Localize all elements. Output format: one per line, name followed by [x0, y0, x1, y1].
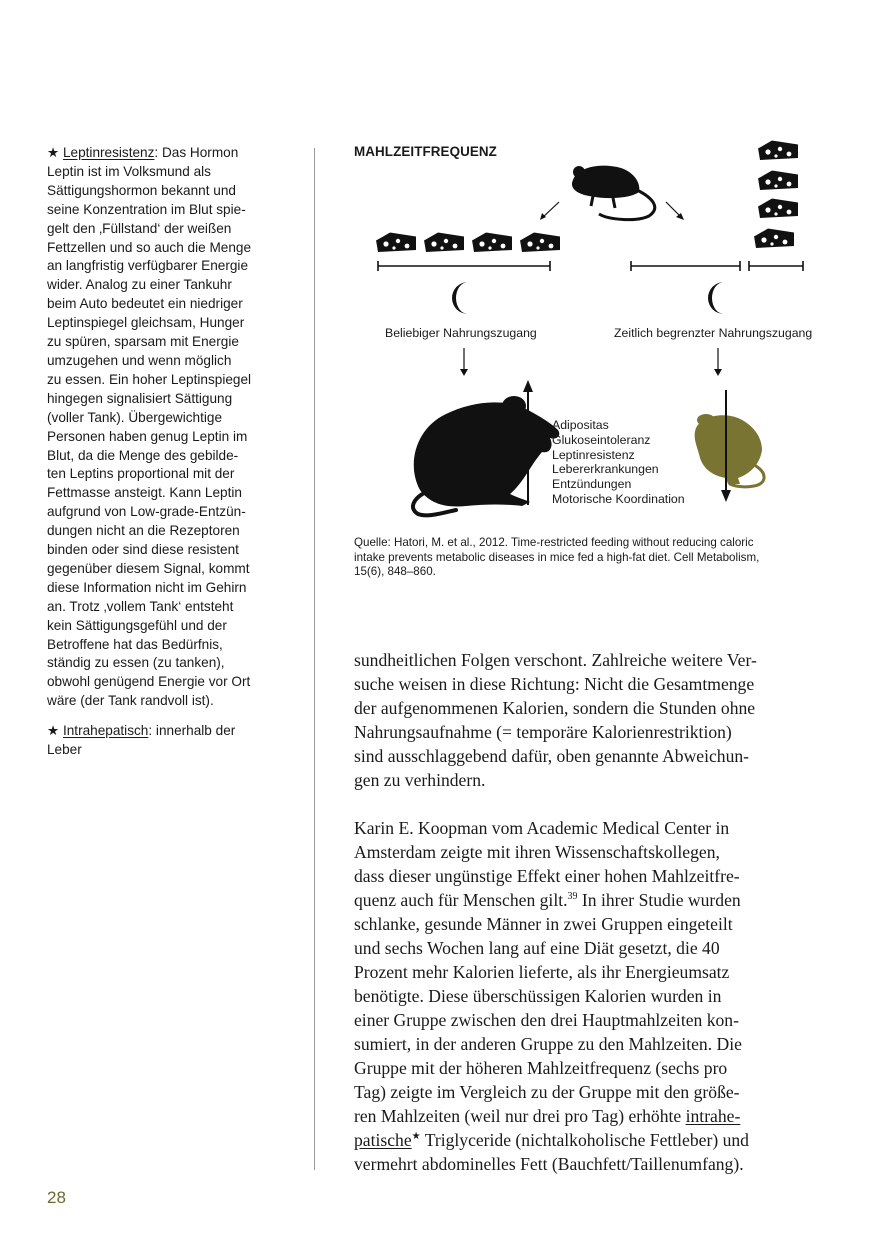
text-span: Triglyceride (nichtalkoholische Fettleber) und	[420, 1130, 749, 1150]
text-line: Karin E. Koopman vom Academic Medical Center in	[354, 818, 730, 838]
figure-mahlzeitfrequenz	[354, 140, 834, 560]
sidebar-notes	[47, 144, 275, 771]
cheese-icon	[754, 228, 794, 248]
figure-title: MAHLZEITFREQUENZ	[354, 144, 497, 159]
cheese-icon	[758, 170, 798, 190]
term-link-intrahepatisch[interactable]: intrahe-	[685, 1106, 741, 1126]
text-span: In ihrer Studie wurden	[577, 890, 741, 910]
text-line: einer Gruppe zwischen den drei Hauptmahlzeiten kon-	[354, 1010, 739, 1030]
column-divider	[314, 148, 315, 1170]
note-leptinresistenz	[47, 144, 275, 711]
text-line: Sättigungshormon bekannt und	[47, 182, 236, 198]
text-line: an langfristig verfügbarer Energie	[47, 258, 248, 274]
text-line: und sechs Wochen lang auf eine Diät gesetzt, die 40	[354, 938, 720, 958]
text-line: sind ausschlaggebend dafür, oben genannte Abweichun-	[354, 746, 750, 766]
text-line: aufgrund von Low-grade-Entzün-	[47, 504, 246, 520]
text-line: obwohl genügend Energie vor Ort	[47, 674, 251, 690]
effect-item: Entzündungen	[552, 477, 632, 492]
text-line: dungen nicht an die Rezeptoren	[47, 523, 240, 539]
time-bracket-right	[631, 261, 803, 271]
text-line: hingegen signalisiert Sättigung	[47, 390, 233, 406]
text-line: wäre (der Tank randvoll ist).	[47, 693, 214, 709]
text-line: Gruppe mit der höheren Mahlzeitfrequenz (sechs pro	[354, 1058, 728, 1078]
note-intrahepatisch	[47, 722, 275, 760]
cheese-icon	[472, 232, 512, 252]
moon-icon	[708, 282, 724, 314]
text-line: vermehrt abdominelles Fett (Bauchfett/Taillenumfang).	[354, 1154, 744, 1174]
text-line: sundheitlichen Folgen verschont. Zahlreiche weitere Ver-	[354, 650, 757, 670]
text-line: wider. Analog zu einer Tankuhr	[47, 277, 232, 293]
text-line: an. Trotz ‚vollem Tank‘ entsteht	[47, 598, 234, 614]
text-line: ständig zu essen (zu tanken),	[47, 655, 225, 671]
cheese-icon	[758, 140, 798, 160]
text-line: zu essen. Ein hoher Leptinspiegel	[47, 371, 252, 387]
text-line: der aufgenommenen Kalorien, sondern die Stunden ohne	[354, 698, 756, 718]
text-line: suche weisen in diese Richtung: Nicht die Gesamtmenge	[354, 674, 755, 694]
text-line: ten Leptins proportional mit der	[47, 466, 235, 482]
effects-list	[552, 418, 685, 507]
source-line: 15(6), 848–860.	[354, 565, 436, 579]
note-text: : innerhalb der	[148, 723, 236, 739]
text-line: Nahrungsaufnahme (= temporäre Kalorienrestriktion)	[354, 722, 732, 742]
text-line	[354, 1104, 834, 1128]
text-line: gegenüber diesem Signal, kommt	[47, 560, 250, 576]
text-line: Fettmasse ansteigt. Kann Leptin	[47, 485, 242, 501]
text-line	[354, 888, 834, 912]
text-line: gelt den ‚Füllstand‘ der weißen	[47, 220, 232, 236]
text-line: beim Auto bedeutet ein niedriger	[47, 296, 243, 312]
text-line: Amsterdam zeigte mit ihren Wissenschaftskollegen,	[354, 842, 720, 862]
text-line: gen zu verhindern.	[354, 770, 486, 790]
effect-item: Motorische Koordination	[552, 491, 685, 506]
source-line: Quelle: Hatori, M. et al., 2012. Time-restricted feeding without reducing caloric	[354, 536, 754, 549]
effect-item: Leptinresistenz	[552, 447, 635, 462]
paragraph	[354, 648, 834, 792]
text-line: (voller Tank). Übergewichtige	[47, 409, 223, 425]
note-text: : Das Hormon	[154, 145, 239, 160]
star-icon: ★	[411, 1131, 421, 1143]
text-line	[354, 1128, 834, 1152]
text-line: schlanke, gesunde Männer in zwei Gruppen eingeteilt	[354, 914, 733, 934]
text-line: Blut, da die Menge des gebilde-	[47, 447, 239, 463]
note-first-line	[47, 144, 275, 163]
star-icon: ★	[47, 145, 60, 160]
text-line: seine Konzentration im Blut spie-	[47, 201, 246, 217]
text-line: Leptin ist im Volksmund als	[47, 163, 211, 179]
cheese-icon	[376, 232, 416, 252]
cheese-icon	[424, 232, 464, 252]
mouse-icon	[695, 414, 764, 487]
term-link-intrahepatisch[interactable]: Intrahepatisch	[62, 723, 149, 739]
label-time-restricted-access: Zeitlich begrenzter Nahrungszugang	[614, 326, 813, 340]
paragraph	[354, 816, 834, 1176]
mouse-icon	[572, 166, 655, 220]
effect-item: Lebererkrankungen	[552, 462, 659, 477]
cheese-icon	[758, 198, 798, 218]
text-line: binden oder sind diese resistent	[47, 542, 239, 558]
note-first-line	[47, 722, 275, 741]
text-line: Fettzellen und so auch die Menge	[47, 239, 252, 255]
source-line: intake prevents metabolic diseases in mice fed a high-fat diet. Cell Metabolism,	[354, 550, 760, 564]
text-line: Personen haben genug Leptin im	[47, 428, 248, 444]
text-line: zu spüren, sparsam mit Energie	[47, 334, 239, 350]
text-line: Tag) zeigte im Vergleich zu der Gruppe mit den größe-	[354, 1082, 740, 1102]
footnote-ref[interactable]: 39	[567, 891, 578, 903]
note-text: Leber	[47, 742, 82, 758]
text-line: Prozent mehr Kalorien lieferte, als ihr Energieumsatz	[354, 962, 730, 982]
star-icon: ★	[47, 723, 60, 739]
text-span: ren Mahlzeiten (weil nur drei pro Tag) erhöhte	[354, 1106, 686, 1126]
term-link-leptinresistenz[interactable]: Leptinresistenz	[62, 145, 155, 160]
text-line: kein Sättigungsgefühl und der	[47, 617, 227, 633]
label-unrestricted-access: Beliebiger Nahrungszugang	[385, 326, 537, 340]
text-line: benötigte. Diese überschüssigen Kalorien wurden in	[354, 986, 722, 1006]
mouse-icon	[413, 396, 559, 515]
moon-icon	[452, 282, 468, 314]
time-bracket-left	[378, 261, 550, 271]
note-body	[47, 163, 275, 711]
text-line: dass dieser ungünstige Effekt einer hohen Mahlzeitfre-	[354, 866, 740, 886]
text-line: Betroffene hat das Bedürfnis,	[47, 636, 223, 652]
text-line: umzugehen und wenn möglich	[47, 352, 232, 368]
figure-source	[354, 536, 824, 580]
page-number: 28	[47, 1188, 66, 1207]
effect-item: Glukoseintoleranz	[552, 432, 651, 447]
text-span: quenz auch für Menschen gilt.	[354, 890, 568, 910]
body-text	[354, 648, 834, 1176]
cheese-icon	[520, 232, 560, 252]
text-line: diese Information nicht im Gehirn	[47, 579, 247, 595]
text-line: sumiert, in der anderen Gruppe zu den Mahlzeiten. Die	[354, 1034, 742, 1054]
text-line: Leptinspiegel gleichsam, Hunger	[47, 315, 245, 331]
term-link-intrahepatisch[interactable]: patische	[354, 1130, 412, 1150]
effect-item: Adipositas	[552, 418, 609, 432]
